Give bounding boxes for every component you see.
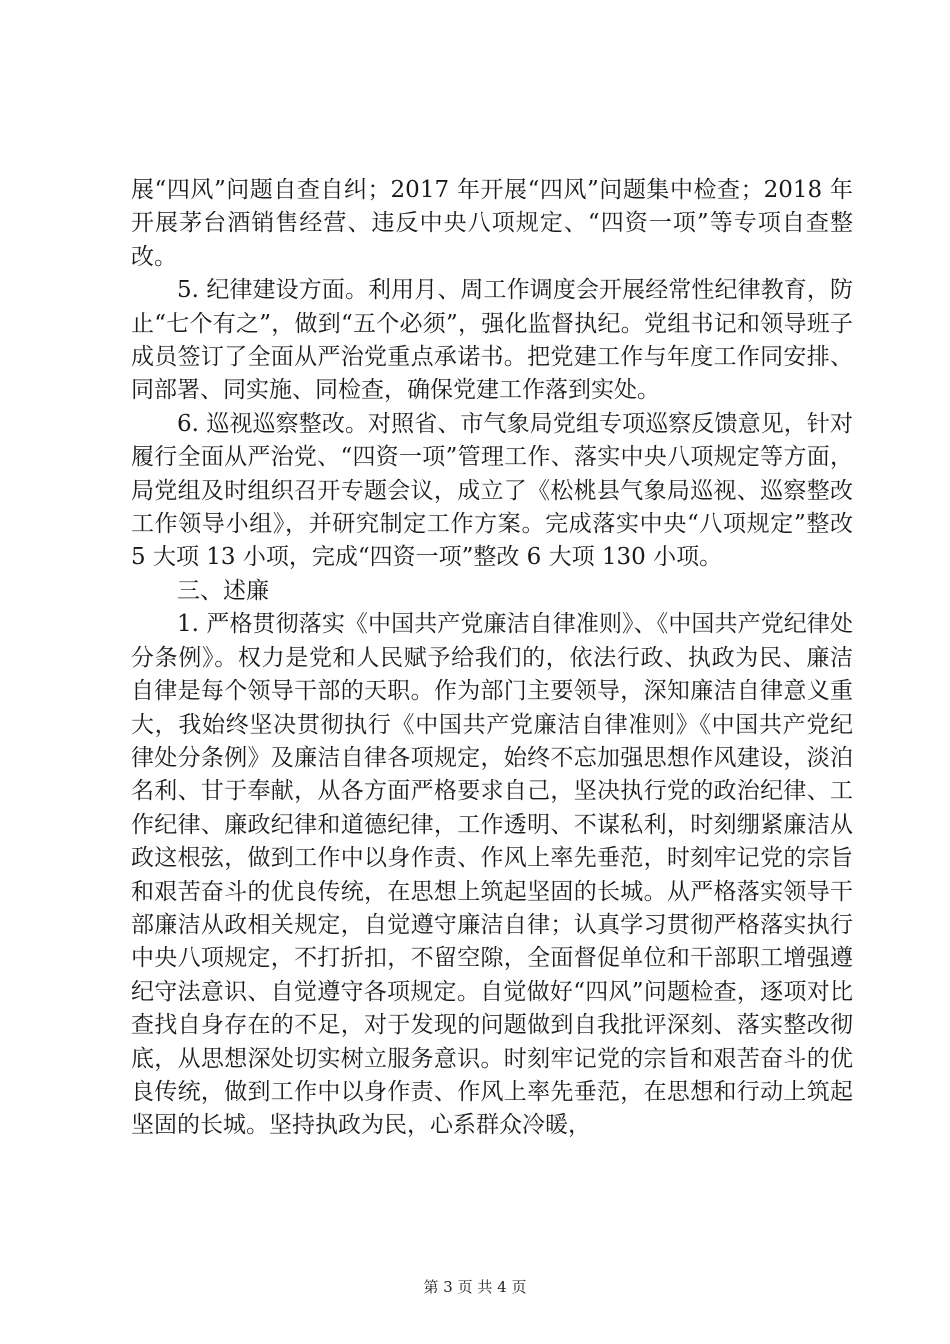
- document-body: [131, 174, 853, 1143]
- paragraph-discipline-building: 5. 纪律建设方面。利用月、周工作调度会开展经常性纪律教育，防止“七个有之”，做到“五个必须”，强化监督执纪。党组书记和领导班子成员签订了全面从严治党重点承诺书。把党建工作与年度工作同安排、同部署、同实施、同检查，确保党建工作落到实处。: [131, 277, 853, 404]
- page-footer: 第 3 页 共 4 页: [423, 1278, 527, 1296]
- paragraph-integrity-self-discipline: 1. 严格贯彻落实《中国共产党廉洁自律准则》、《中国共产党纪律处分条例》。权力是党和人民赋予给我们的，依法行政、执政为民、廉洁自律是每个领导干部的天职。作为部门主要领导，深知廉洁自律意义重大，我始终坚决贯彻执行《中国共产党廉洁自律准则》《中国共产党纪律处分条例》及廉洁自律各项规定，始终不忘加强思想作风建设，淡泊名利、甘于奉献，从各方面严格要求自己，坚决执行党的政治纪律、工作纪律、廉政纪律和道德纪律，工作透明、不谋私利，时刻绷紧廉洁从政这根弦，做到工作中以身作责、作风上率先垂范，时刻牢记党的宗旨和艰苦奋斗的优良传统，在思想上筑起坚固的长城。从严格落实领导干部廉洁从政相关规定，自觉遵守廉洁自律；认真学习贯彻严格落实执行中央八项规定，不打折扣，不留空隙，全面督促单位和干部职工增强遵纪守法意识、自觉遵守各项规定。自觉做好“四风”问题检查，逐项对比查找自身存在的不足，对于发现的问题做到自我批评深刻、落实整改彻底，从思想深处切实树立服务意识。时刻牢记党的宗旨和艰苦奋斗的优良传统，做到工作中以身作责、作风上率先垂范，在思想和行动上筑起坚固的长城。坚持执政为民，心系群众冷暖，: [131, 611, 853, 1139]
- paragraph-continuation: 展“四风”问题自查自纠；2017 年开展“四风”问题集中检查；2018 年开展茅台酒销售经营、违反中央八项规定、“四资一项”等专项自查整改。: [131, 177, 853, 270]
- section-heading-integrity: 三、述廉: [177, 577, 269, 604]
- paragraph-inspection-rectification: 6. 巡视巡察整改。对照省、市气象局党组专项巡察反馈意见，针对履行全面从严治党、“四资一项”管理工作、落实中央八项规定等方面，局党组及时组织召开专题会议，成立了《松桃县气象局巡视、巡察整改工作领导小组》，并研究制定工作方案。完成落实中央“八项规定”整改 5 大项 13 小项，完成“四资一项”整改 6 大项 130 小项。: [131, 410, 853, 571]
